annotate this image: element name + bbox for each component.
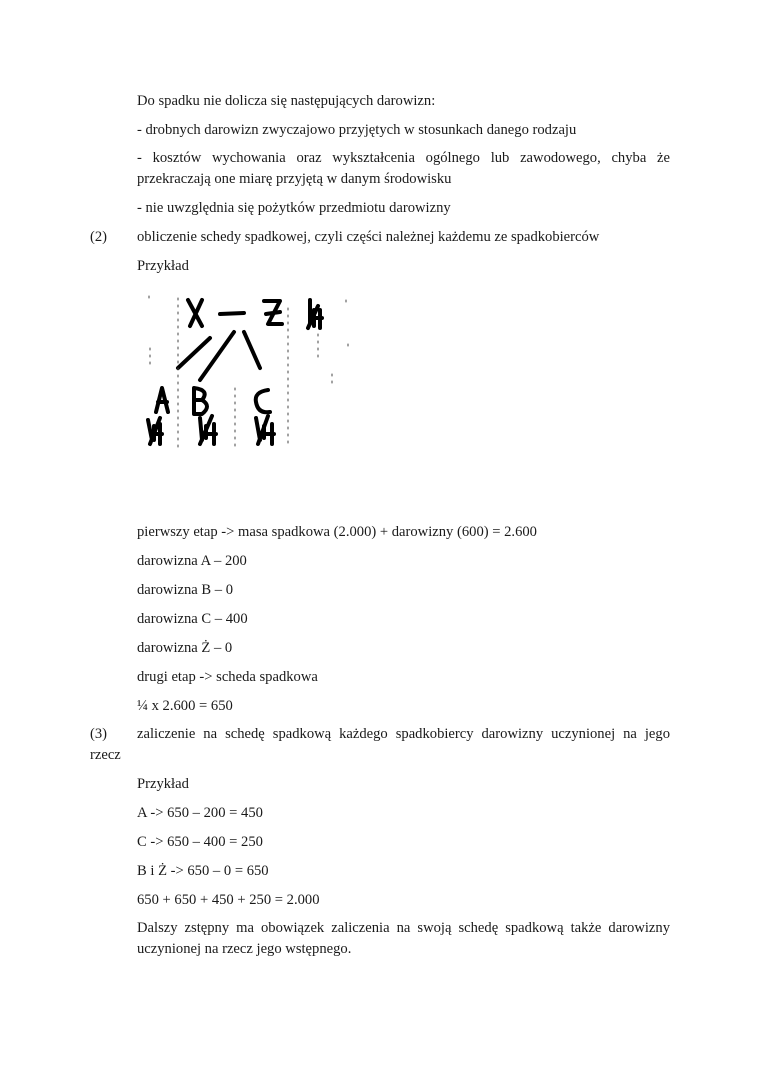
calc-second-stage: drugi etap -> scheda spadkowa (137, 669, 318, 685)
step-number: (2) (90, 229, 108, 245)
inheritance-diagram-sketch (140, 288, 360, 458)
step-text: zaliczenie na schedę spadkową każdego spadkobiercy darowizny uczynionej na jego (137, 726, 670, 742)
result-b-z: B i Ż -> 650 – 0 = 650 (137, 863, 269, 879)
example-label: Przykład (137, 776, 189, 792)
paragraph-intro: Do spadku nie dolicza się następujących darowizn: (137, 93, 436, 109)
step-text: obliczenie schedy spadkowej, czyli części należnej każdemu ze spadkobierców (137, 229, 600, 245)
step-number: (3) (90, 726, 108, 742)
calc-share: ¼ x 2.600 = 650 (137, 698, 233, 714)
calc-gift-c: darowizna C – 400 (137, 611, 248, 627)
example-label: Przykład (137, 258, 189, 274)
closing-paragraph: Dalszy zstępny ma obowiązek zaliczenia na swoją schedę spadkową także darowizny uczynionej na rzecz jego wstępnego. (137, 920, 670, 957)
result-a: A -> 650 – 200 = 450 (137, 805, 263, 821)
result-sum: 650 + 650 + 450 + 250 = 2.000 (137, 892, 320, 908)
calc-gift-b: darowizna B – 0 (137, 582, 234, 598)
bullet-small-gifts: - drobnych darowizn zwyczajowo przyjętych w stosunkach danego rodzaju (137, 122, 577, 138)
result-c: C -> 650 – 400 = 250 (137, 834, 263, 850)
calc-gift-a: darowizna A – 200 (137, 553, 247, 569)
bullet-no-fruits: - nie uwzględnia się pożytków przedmiotu darowizny (137, 200, 451, 216)
bullet-education-costs: - kosztów wychowania oraz wykształcenia ogólnego lub zawodowego, chyba że przekraczają one miarę przyjętą w danym środowisku (137, 150, 670, 187)
calc-gift-z: darowizna Ż – 0 (137, 640, 233, 656)
calc-first-stage: pierwszy etap -> masa spadkowa (2.000) + darowizny (600) = 2.600 (137, 524, 537, 540)
step-text-continuation: rzecz (90, 747, 121, 763)
